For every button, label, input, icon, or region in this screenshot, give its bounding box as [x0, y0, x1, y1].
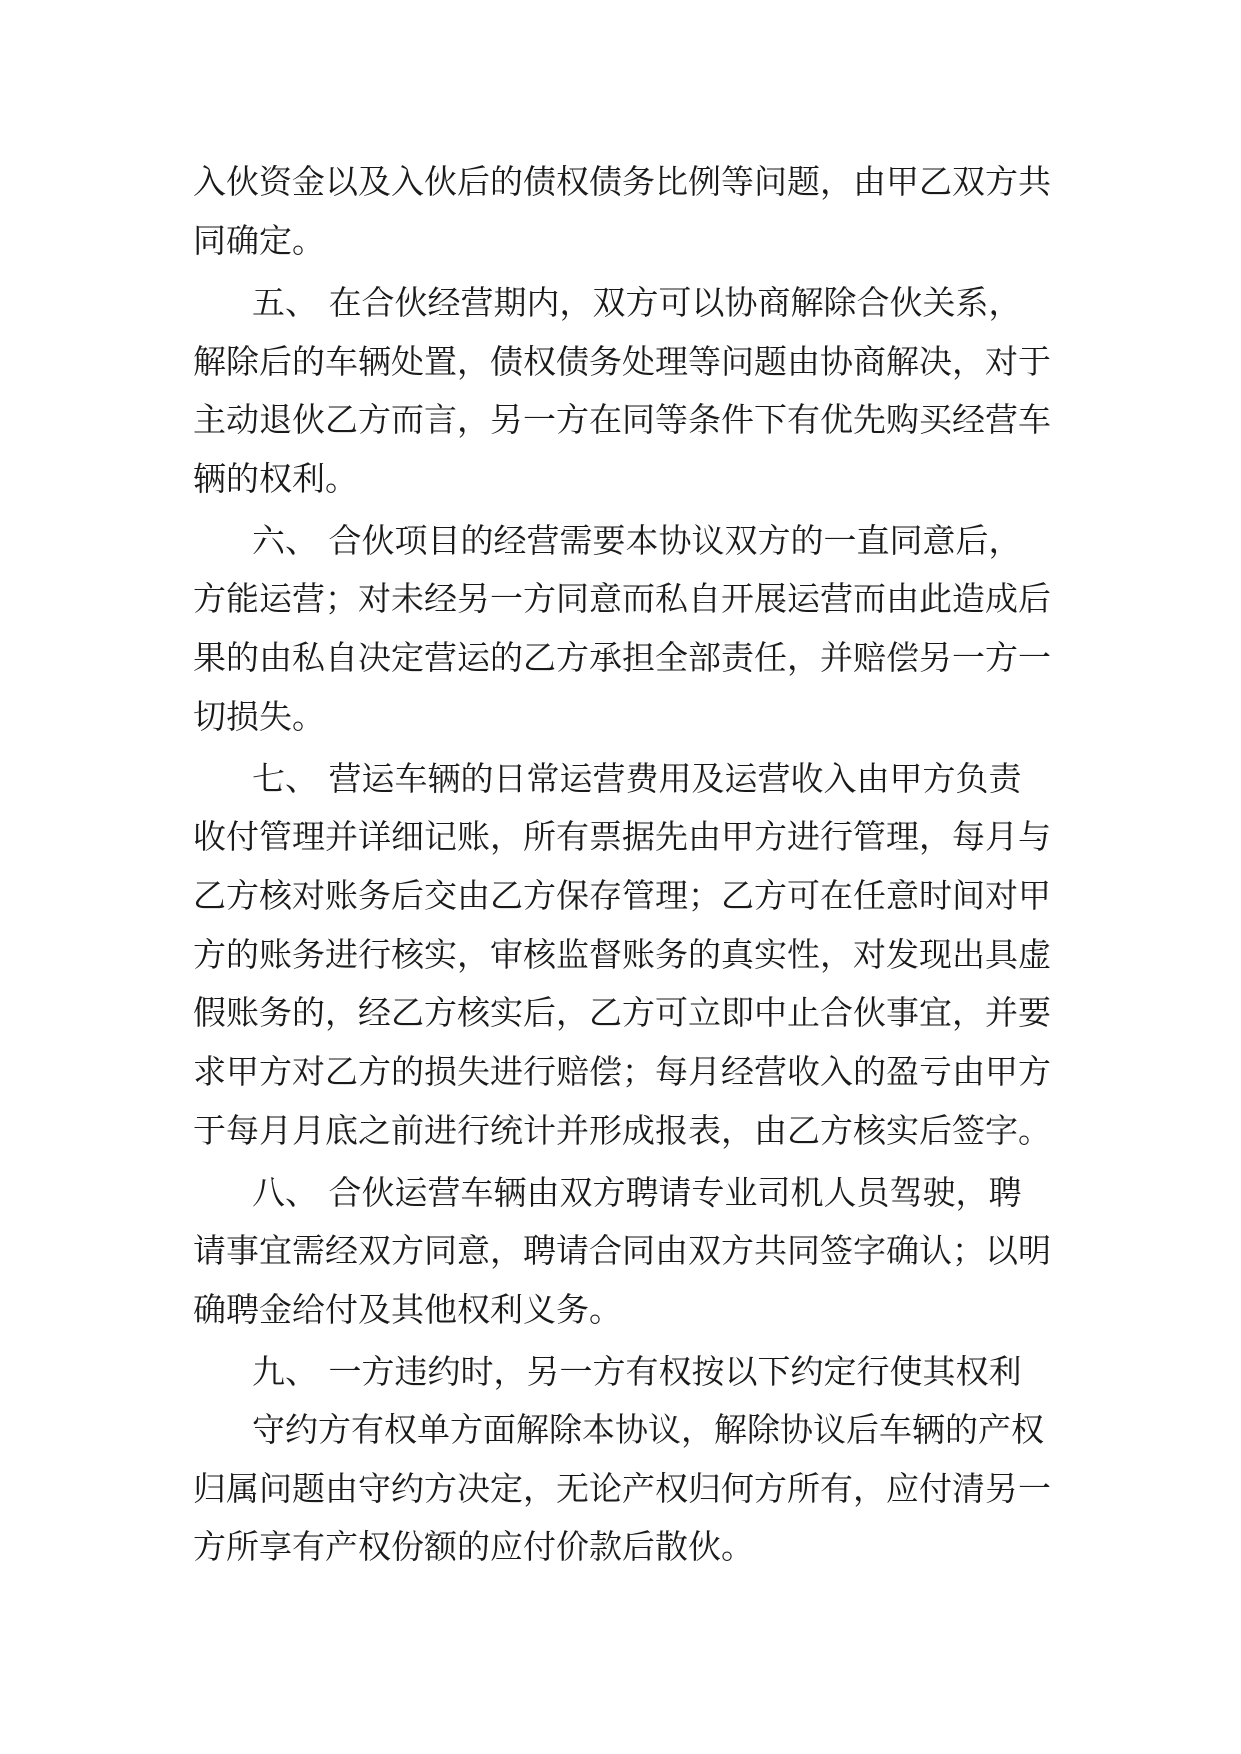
text-line: 收付管理并详细记账，所有票据先由甲方进行管理，每月与	[193, 817, 1051, 856]
text-line: 求甲方对乙方的损失进行赔偿；每月经营收入的盈亏由甲方	[193, 1052, 1051, 1091]
text-line: 方能运营；对未经另一方同意而私自开展运营而由此造成后	[193, 579, 1051, 618]
text-line: 果的由私自决定营运的乙方承担全部责任，并赔偿另一方一	[193, 638, 1051, 677]
text-line: 同确定。	[193, 221, 325, 260]
text-line: 五、 在合伙经营期内，双方可以协商解除合伙关系，	[252, 283, 1022, 322]
text-line: 主动退伙乙方而言，另一方在同等条件下有优先购买经营车	[193, 400, 1051, 439]
text-line: 解除后的车辆处置，债权债务处理等问题由协商解决，对于	[193, 342, 1051, 381]
text-line: 七、 营运车辆的日常运营费用及运营收入由甲方负责	[252, 759, 1022, 798]
text-line: 乙方核对账务后交由乙方保存管理；乙方可在任意时间对甲	[193, 876, 1051, 915]
text-line: 切损失。	[193, 697, 325, 736]
text-line: 假账务的，经乙方核实后，乙方可立即中止合伙事宜，并要	[193, 993, 1051, 1032]
text-line: 九、 一方违约时，另一方有权按以下约定行使其权利	[252, 1352, 1022, 1391]
text-line: 入伙资金以及入伙后的债权债务比例等问题，由甲乙双方共	[193, 162, 1051, 201]
text-line: 方所享有产权份额的应付价款后散伙。	[193, 1527, 754, 1566]
text-line: 请事宜需经双方同意，聘请合同由双方共同签字确认；以明	[193, 1231, 1051, 1270]
text-line: 八、 合伙运营车辆由双方聘请专业司机人员驾驶，聘	[252, 1173, 1022, 1212]
text-line: 确聘金给付及其他权利义务。	[193, 1290, 622, 1329]
text-line: 归属问题由守约方决定，无论产权归何方所有，应付清另一	[193, 1469, 1051, 1508]
text-line: 于每月月底之前进行统计并形成报表，由乙方核实后签字。	[193, 1111, 1051, 1150]
text-line: 六、 合伙项目的经营需要本协议双方的一直同意后，	[252, 521, 1022, 560]
text-line: 辆的权利。	[193, 459, 358, 498]
text-line: 守约方有权单方面解除本协议，解除协议后车辆的产权	[252, 1410, 1044, 1449]
text-line: 方的账务进行核实，审核监督账务的真实性，对发现出具虚	[193, 935, 1051, 974]
